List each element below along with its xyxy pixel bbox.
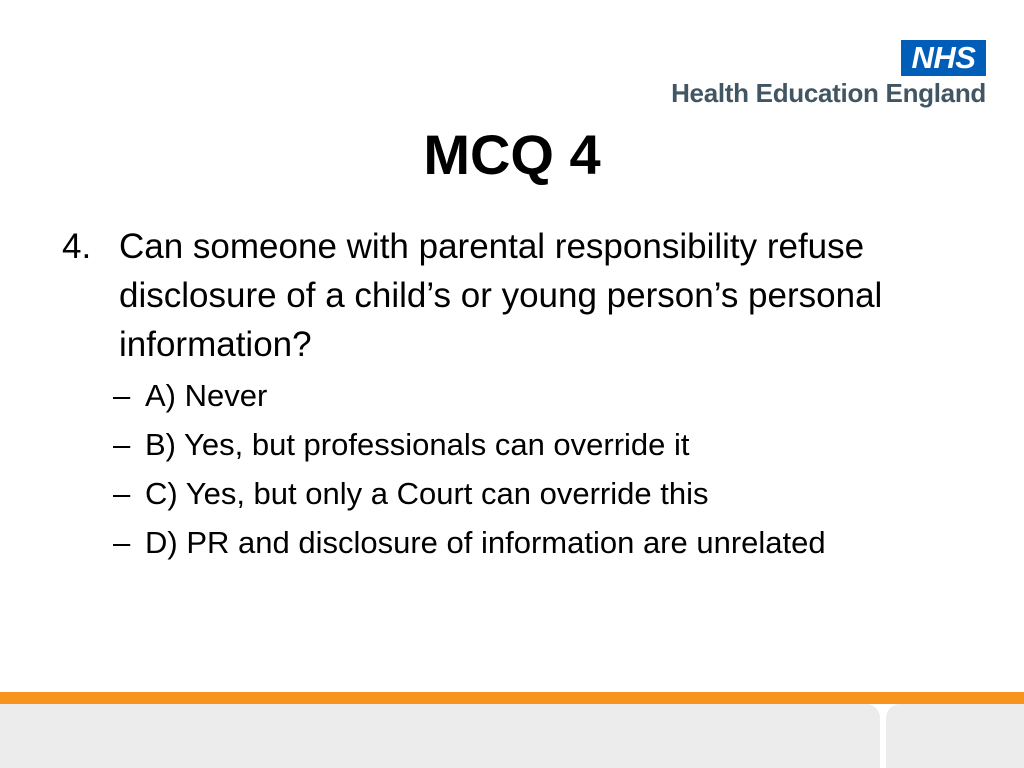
bullet-dash: – xyxy=(113,525,131,560)
bullet-dash: – xyxy=(113,476,131,511)
slide-title: MCQ 4 xyxy=(423,123,601,186)
option-d xyxy=(113,518,993,567)
footer-panel-right xyxy=(886,704,1024,768)
option-c xyxy=(113,469,993,518)
option-a xyxy=(113,371,993,420)
option-text: A) Never xyxy=(145,378,268,413)
nhs-badge: NHS xyxy=(901,40,986,76)
question-text: Can someone with parental responsibility refuse disclosure of a child’s or young person’s personal information? xyxy=(119,227,883,364)
question xyxy=(62,222,982,369)
answer-options xyxy=(113,371,993,567)
footer-accent-bar xyxy=(0,692,1024,704)
organisation-name: Health Education England xyxy=(671,78,986,108)
option-text: B) Yes, but professionals can override it xyxy=(145,427,690,462)
bullet-dash: – xyxy=(113,378,131,413)
option-text: D) PR and disclosure of information are unrelated xyxy=(145,525,826,560)
nhs-hee-logo xyxy=(636,38,986,112)
footer-panel-left xyxy=(0,704,880,768)
option-text: C) Yes, but only a Court can override this xyxy=(145,476,709,511)
option-b xyxy=(113,420,993,469)
question-number: 4. xyxy=(62,227,92,266)
bullet-dash: – xyxy=(113,427,131,462)
